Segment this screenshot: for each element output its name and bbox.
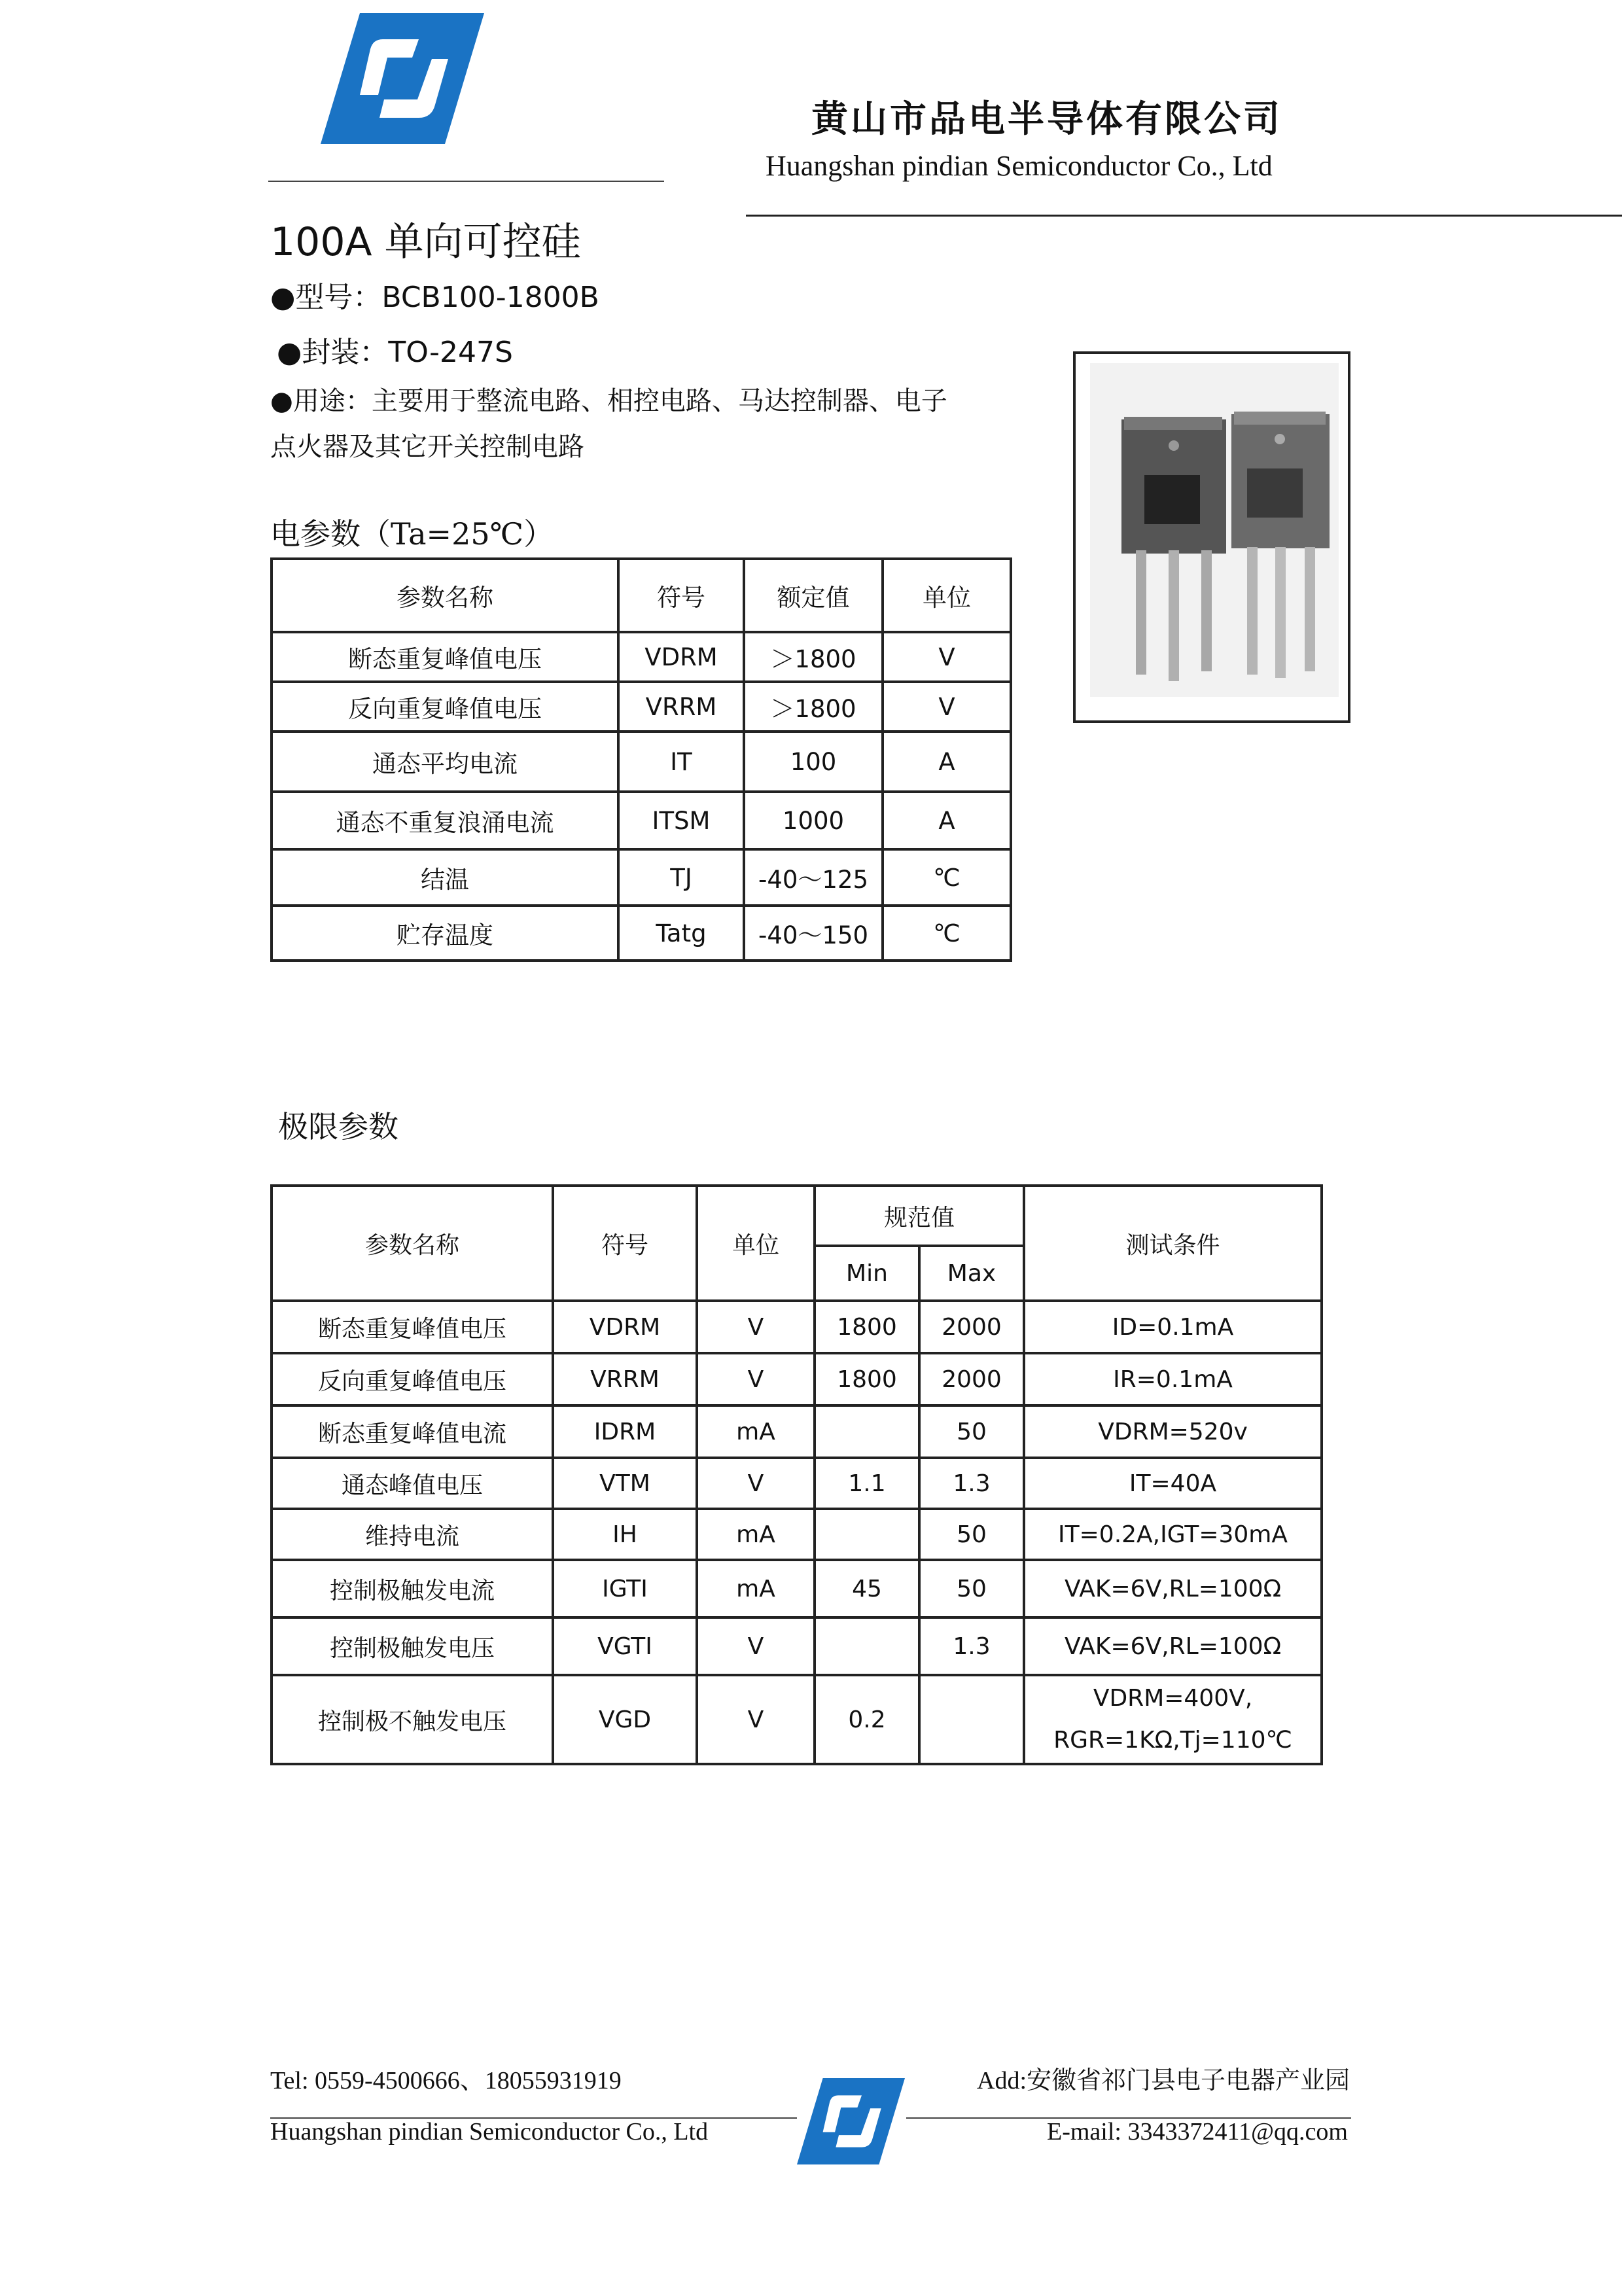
table-row: 控制极不触发电压 VGD V 0.2 VDRM=400V, RGR=1KΩ,Tj=110℃	[272, 1675, 1322, 1764]
table-row: 控制极触发电流 IGTI mA 45 50 VAK=6V,RL=100Ω	[272, 1560, 1322, 1617]
footer-email: E-mail: 3343372411@qq.com	[1047, 2118, 1348, 2146]
header-spec-value: 规范值	[815, 1186, 1024, 1246]
table-row: 断态重复峰值电流 IDRM mA 50 VDRM=520v	[272, 1405, 1322, 1458]
table-header-row	[272, 1186, 1322, 1246]
table-row: 反向重复峰值电压 VRRM ＞1800 V	[272, 682, 1011, 732]
footer-company: Huangshan pindian Semiconductor Co., Ltd	[270, 2118, 709, 2146]
product-title: 100A 单向可控硅	[270, 219, 581, 265]
header-symbol: 符号	[618, 559, 744, 632]
thyristor-photo-image	[1076, 354, 1348, 720]
company-name-en: Huangshan pindian Semiconductor Co., Ltd	[766, 150, 1273, 182]
electrical-parameters-table	[270, 557, 1012, 962]
table-row: 结温 TJ -40～125 ℃	[272, 849, 1011, 906]
table-row: 断态重复峰值电压 VDRM ＞1800 V	[272, 632, 1011, 682]
footer-logo	[797, 2078, 905, 2164]
header-test-condition: 测试条件	[1024, 1186, 1322, 1301]
table-header-row	[272, 559, 1011, 632]
table-row: 贮存温度 Tatg -40～150 ℃	[272, 906, 1011, 961]
model-value: BCB100-1800B	[381, 281, 599, 314]
table-row: 断态重复峰值电压 VDRM V 1800 2000 ID=0.1mA	[272, 1301, 1322, 1353]
header-unit: 单位	[883, 559, 1011, 632]
header-unit: 单位	[697, 1186, 815, 1301]
header-min: Min	[815, 1246, 919, 1301]
table-row: 维持电流 IH mA 50 IT=0.2A,IGT=30mA	[272, 1509, 1322, 1560]
company-logo	[321, 13, 484, 144]
table-row: 通态不重复浪涌电流 ITSM 1000 A	[272, 792, 1011, 849]
table-row: 控制极触发电压 VGTI V 1.3 VAK=6V,RL=100Ω	[272, 1617, 1322, 1675]
limits-section-title: 极限参数	[278, 1109, 398, 1144]
usage-text	[270, 378, 1036, 470]
footer-address: Add:安徽省祁门县电子电器产业园	[977, 2067, 1350, 2094]
table-row: 通态平均电流 IT 100 A	[272, 732, 1011, 792]
table-row: 通态峰值电压 VTM V 1.1 1.3 IT=40A	[272, 1458, 1322, 1509]
limit-parameters-table	[270, 1184, 1323, 1765]
model-line	[270, 274, 599, 315]
package-line	[277, 328, 513, 370]
package-value: TO-247S	[388, 336, 513, 369]
header-param-name: 参数名称	[272, 559, 618, 632]
electrical-section-title: 电参数（Ta=25℃）	[270, 516, 554, 552]
header-symbol: 符号	[553, 1186, 697, 1301]
usage-line-2: 点火器及其它开关控制电路	[270, 432, 584, 462]
product-photo	[1073, 351, 1350, 723]
model-label: ●型号：	[270, 281, 382, 314]
usage-line-1: ●用途：主要用于整流电路、相控电路、马达控制器、电子	[270, 386, 947, 416]
header-rated-value: 额定值	[744, 559, 883, 632]
footer-tel: Tel: 0559-4500666、18055931919	[270, 2067, 622, 2094]
header-param-name: 参数名称	[272, 1186, 553, 1301]
header-max: Max	[919, 1246, 1024, 1301]
table-row: 反向重复峰值电压 VRRM V 1800 2000 IR=0.1mA	[272, 1353, 1322, 1405]
company-name-cn: 黄山市品电半导体有限公司	[811, 97, 1282, 141]
header-divider-left	[268, 181, 664, 182]
package-label: ●封装：	[277, 336, 389, 369]
header-divider-right	[746, 215, 1622, 217]
